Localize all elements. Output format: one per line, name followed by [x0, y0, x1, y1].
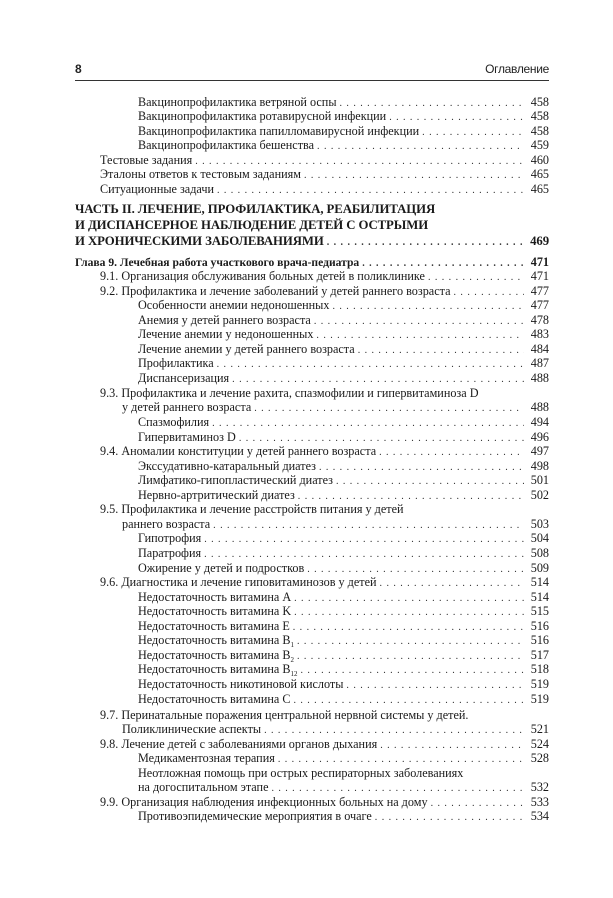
toc-entry[interactable]: на догоспитальном этапе . . . 532 [138, 780, 549, 795]
toc-entry[interactable]: Ожирение у детей и подростков . . . 509 [138, 561, 549, 576]
dot-leader [300, 663, 524, 678]
page-ref: 488 [530, 371, 549, 385]
dot-leader [232, 372, 524, 387]
page-ref: 533 [530, 795, 549, 809]
subscript: 2 [290, 656, 294, 664]
dot-leader [316, 328, 524, 343]
dot-leader [294, 605, 524, 620]
page-ref: 519 [530, 677, 549, 691]
toc-entry[interactable]: Вакцинопрофилактика папилломавирусной инфекции . . . 458 [138, 124, 549, 139]
toc-entry[interactable]: Недостаточность витамина C . . . 519 [138, 692, 549, 707]
dot-leader [264, 723, 524, 738]
page-ref: 514 [530, 590, 549, 604]
toc-entry[interactable]: Противоэпидемические мероприятия в очаге . . . 534 [138, 809, 549, 824]
page-ref: 515 [530, 604, 549, 618]
toc-entry[interactable]: Ситуационные задачи . . . 465 [100, 182, 549, 197]
toc-entry[interactable]: Паратрофия . . . 508 [138, 546, 549, 561]
page-ref: 483 [530, 327, 549, 341]
toc-section[interactable]: 9.4. Аномалии конституции у детей раннего возраста . . . 497 [100, 444, 549, 459]
toc-entry[interactable]: Экссудативно-катаральный диатез . . . 498 [138, 459, 549, 474]
page-ref: 465 [530, 182, 549, 196]
toc-section[interactable]: Поликлинические аспекты . . . 521 [122, 722, 549, 737]
toc-entry[interactable]: Вакцинопрофилактика ротавирусной инфекции . . . 458 [138, 109, 549, 124]
dot-leader [278, 752, 524, 767]
part-heading[interactable]: И ХРОНИЧЕСКИМИ ЗАБОЛЕВАНИЯМИ . . . 469 [75, 234, 549, 249]
page-ref: 521 [530, 722, 549, 736]
running-head [75, 62, 549, 78]
chapter-heading[interactable]: Глава 9. Лечебная работа участкового врача-педиатра . . . 471 [75, 255, 549, 270]
dot-leader [212, 416, 524, 431]
header-rule [75, 80, 549, 81]
page-ref: 519 [530, 692, 549, 706]
page-ref: 498 [530, 459, 549, 473]
dot-leader [428, 270, 524, 285]
toc-entry[interactable]: Недостаточность никотиновой кислоты . . . 519 [138, 677, 549, 692]
dot-leader [271, 781, 524, 796]
dot-leader [327, 235, 524, 250]
page-ref: 516 [530, 633, 549, 647]
toc-section-line-1[interactable]: 9.5. Профилактика и лечение расстройств питания у детей [100, 502, 404, 516]
toc-entry[interactable]: Вакцинопрофилактика ветряной оспы . . . 458 [138, 95, 549, 110]
dot-leader [332, 299, 524, 314]
section-title: Оглавление [485, 62, 549, 76]
page-ref: 494 [530, 415, 549, 429]
toc-section[interactable]: раннего возраста . . . 503 [122, 517, 549, 532]
dot-leader [204, 547, 524, 562]
dot-leader [254, 401, 524, 416]
dot-leader [293, 693, 524, 708]
toc-entry[interactable]: Гипервитаминоз D . . . 496 [138, 430, 549, 445]
toc-entry[interactable]: Лечение анемии у недоношенных . . . 483 [138, 327, 549, 342]
toc-entry[interactable]: Медикаментозная терапия . . . 528 [138, 751, 549, 766]
dot-leader [297, 634, 524, 649]
part-heading-line-2[interactable]: И ДИСПАНСЕРНОЕ НАБЛЮДЕНИЕ ДЕТЕЙ С ОСТРЫМИ [75, 218, 429, 232]
page-ref: 488 [530, 400, 549, 414]
dot-leader [217, 357, 524, 372]
toc-entry[interactable]: Лечение анемии у детей раннего возраста . . . 484 [138, 342, 549, 357]
dot-leader [379, 445, 524, 460]
page-ref: 478 [530, 313, 549, 327]
page-ref: 518 [530, 662, 549, 676]
dot-leader [304, 168, 524, 183]
page-ref: 469 [530, 234, 549, 248]
page-ref: 459 [530, 138, 549, 152]
page-ref: 496 [530, 430, 549, 444]
subscript: 12 [290, 670, 298, 678]
toc-entry[interactable]: Спазмофилия . . . 494 [138, 415, 549, 430]
toc-entry[interactable]: Недостаточность витамина А . . . 514 [138, 590, 549, 605]
page-ref: 524 [530, 737, 549, 751]
toc-entry[interactable]: Нервно-артритический диатез . . . 502 [138, 488, 549, 503]
page-ref: 471 [530, 255, 549, 269]
subscript: 1 [290, 641, 294, 649]
dot-leader [375, 810, 524, 825]
page-ref: 484 [530, 342, 549, 356]
page-ref: 502 [530, 488, 549, 502]
toc-entry[interactable]: Гипотрофия . . . 504 [138, 531, 549, 546]
toc-entry[interactable]: Тестовые задания . . . 460 [100, 153, 549, 168]
page-ref: 532 [530, 780, 549, 794]
page-ref: 458 [530, 95, 549, 109]
page-ref: 514 [530, 575, 549, 589]
toc-entry[interactable]: Профилактика . . . 487 [138, 356, 549, 371]
part-heading-line-1[interactable]: ЧАСТЬ II. ЛЕЧЕНИЕ, ПРОФИЛАКТИКА, РЕАБИЛИТАЦИЯ [75, 202, 436, 216]
page-ref: 534 [530, 809, 549, 823]
dot-leader [389, 110, 524, 125]
page-ref: 477 [530, 284, 549, 298]
toc-section-line-1[interactable]: 9.7. Перинатальные поражения центральной нервной системы у детей. [100, 708, 469, 722]
toc-section[interactable]: 9.8. Лечение детей с заболеваниями органов дыхания . . . 524 [100, 737, 549, 752]
toc-entry[interactable]: Недостаточность витамина K . . . 515 [138, 604, 549, 619]
toc-entry[interactable]: Особенности анемии недоношенных . . . 477 [138, 298, 549, 313]
toc-entry[interactable]: Диспансеризация . . . 488 [138, 371, 549, 386]
toc-entry[interactable]: Анемия у детей раннего возраста . . . 478 [138, 313, 549, 328]
page-ref: 458 [530, 109, 549, 123]
toc-entry[interactable]: Недостаточность витамина $B_2$ . . . 517 [138, 648, 549, 663]
toc-entry[interactable]: Эталоны ответов к тестовым заданиям . . . 465 [100, 167, 549, 182]
dot-leader [346, 678, 524, 693]
toc-entry[interactable]: Лимфатико-гипопластический диатез . . . 501 [138, 473, 549, 488]
page-ref: 516 [530, 619, 549, 633]
page-ref: 460 [530, 153, 549, 167]
page-ref: 504 [530, 531, 549, 545]
dot-leader [380, 576, 524, 591]
toc-entry-line-1[interactable]: Неотложная помощь при острых респираторных заболеваниях [138, 766, 464, 780]
toc-section[interactable]: 9.9. Организация наблюдения инфекционных больных на дому . . . 533 [100, 795, 549, 810]
toc-section[interactable]: 9.2. Профилактика и лечение заболеваний у детей раннего возраста . . . 477 [100, 284, 549, 299]
dot-leader [336, 474, 524, 489]
page-ref: 508 [530, 546, 549, 560]
page-ref: 517 [530, 648, 549, 662]
toc-entry[interactable]: Недостаточность витамина $B_1$ . . . 516 [138, 633, 549, 648]
page-ref: 471 [530, 269, 549, 283]
page-ref: 487 [530, 356, 549, 370]
page-ref: 509 [530, 561, 549, 575]
page-ref: 528 [530, 751, 549, 765]
dot-leader [204, 532, 524, 547]
page-ref: 465 [530, 167, 549, 181]
page-ref: 503 [530, 517, 549, 531]
page-ref: 501 [530, 473, 549, 487]
page-ref: 458 [530, 124, 549, 138]
toc-entry[interactable]: Недостаточность витамина $B_{12}$ . . . 518 [138, 662, 549, 677]
toc-section[interactable]: 9.6. Диагностика и лечение гиповитаминозов у детей . . . 514 [100, 575, 549, 590]
toc-section[interactable]: у детей раннего возраста . . . 488 [122, 400, 549, 415]
toc-entry[interactable]: Недостаточность витамина E . . . 516 [138, 619, 549, 634]
toc-entry[interactable]: Вакцинопрофилактика бешенства . . . 459 [138, 138, 549, 153]
dot-leader [317, 139, 524, 154]
toc-section[interactable]: 9.1. Организация обслуживания больных детей в поликлинике . . . 471 [100, 269, 549, 284]
page-ref: 497 [530, 444, 549, 458]
page-ref: 477 [530, 298, 549, 312]
toc-section-line-1[interactable]: 9.3. Профилактика и лечение рахита, спазмофилии и гипервитаминоза D [100, 386, 479, 400]
page-number: 8 [75, 62, 82, 76]
dot-leader [217, 183, 524, 198]
